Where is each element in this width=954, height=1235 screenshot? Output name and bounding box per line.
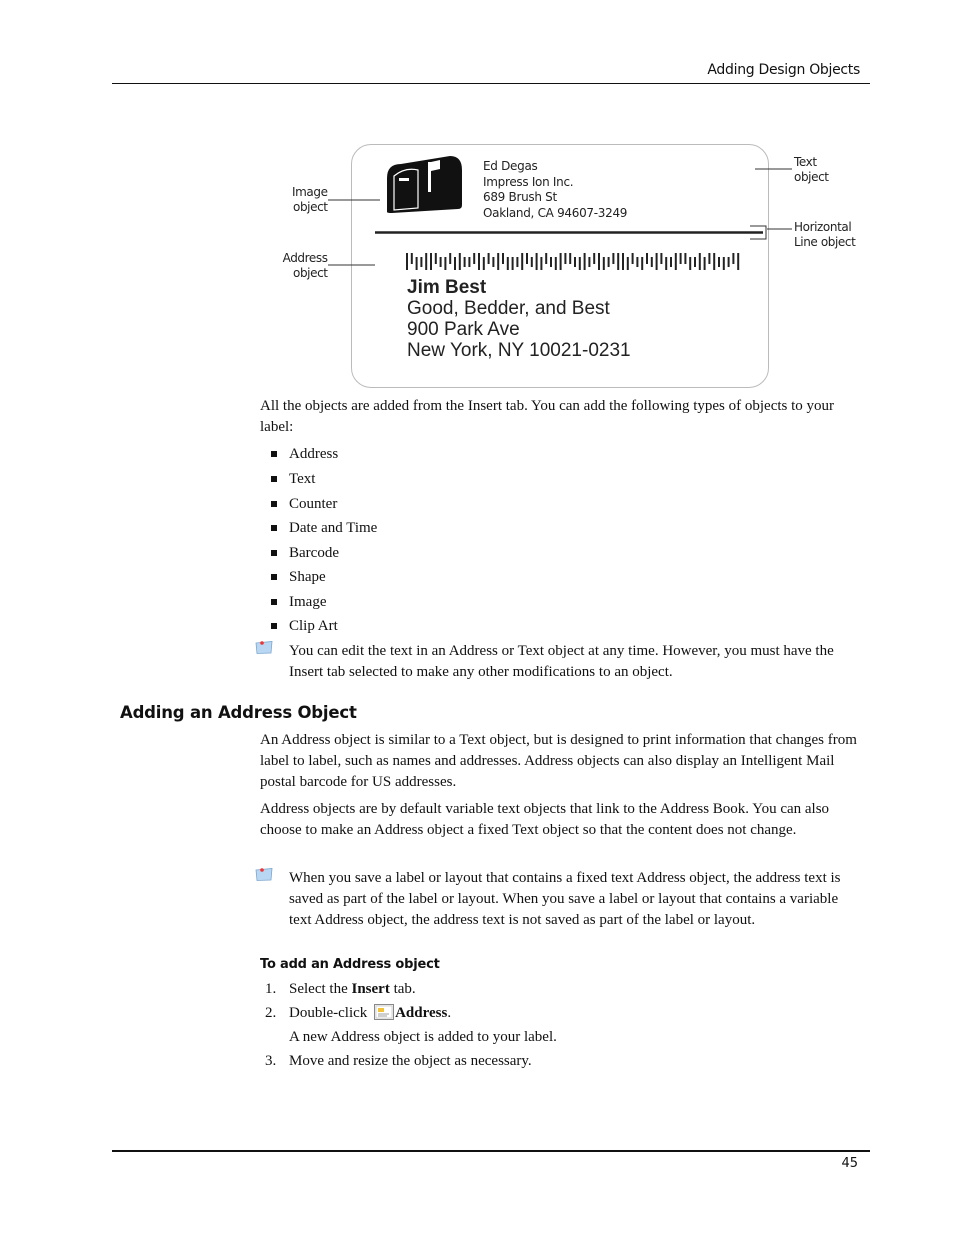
sender-line: Ed Degas — [483, 159, 538, 173]
barcode-bar — [728, 257, 730, 267]
list-item: Date and Time — [289, 518, 377, 538]
barcode-bar — [627, 257, 629, 270]
barcode-bar — [704, 257, 706, 270]
barcode-bar — [416, 257, 418, 270]
barcode-bar — [608, 257, 610, 267]
barcode-bar — [512, 257, 514, 270]
ui-term: Insert — [351, 981, 390, 997]
barcode-bar — [651, 257, 653, 267]
barcode-bar — [425, 253, 427, 270]
callout-line: Image — [292, 185, 328, 199]
barcode-bar — [656, 253, 658, 270]
barcode-bar — [579, 257, 581, 270]
barcode-bar — [406, 253, 408, 270]
barcode-bar — [430, 253, 432, 270]
footer-rule — [112, 1150, 870, 1152]
barcode-bar — [574, 257, 576, 267]
barcode-bar — [689, 257, 691, 270]
callout-line: object — [293, 200, 328, 214]
step-number: 2. — [265, 1005, 277, 1021]
barcode-bar — [435, 253, 437, 264]
postal-barcode — [406, 253, 739, 270]
list-item: Counter — [289, 494, 337, 514]
barcode-bar — [670, 257, 672, 267]
barcode-bar — [622, 253, 624, 270]
barcode-bar — [449, 253, 451, 264]
barcode-bar — [675, 253, 677, 270]
list-item: Text — [289, 469, 315, 489]
barcode-bar — [459, 253, 461, 270]
step-number: 1. — [265, 981, 277, 997]
procedure-heading: To add an Address object — [260, 957, 440, 972]
note-text: When you save a label or layout that contains a fixed text Address object, the address text is saved as part of the label or layout. When you save a label or layout that contains a variable text Address object, the address text is not saved as part of the label or layout. — [289, 870, 841, 928]
barcode-bar — [660, 253, 662, 264]
barcode-bar — [507, 257, 509, 270]
barcode-bar — [531, 257, 533, 267]
barcode-bar — [560, 253, 562, 270]
callout-line: Line object — [794, 235, 856, 249]
barcode-bar — [564, 253, 566, 264]
section-heading: Adding an Address Object — [120, 703, 357, 722]
barcode-bar — [420, 257, 422, 267]
sender-line: Oakland, CA 94607-3249 — [483, 205, 628, 220]
barcode-bar — [641, 257, 643, 270]
barcode-bar — [516, 257, 518, 267]
recipient-line: Good, Bedder, and Best — [407, 298, 610, 319]
barcode-bar — [732, 253, 734, 264]
barcode-bar — [694, 257, 696, 267]
barcode-bar — [464, 257, 466, 267]
barcode-bar — [569, 253, 571, 264]
barcode-bar — [540, 257, 542, 270]
barcode-bar — [536, 253, 538, 270]
recipient-address — [407, 277, 631, 361]
note-icon — [255, 641, 273, 654]
recipient-name: Jim Best — [407, 277, 487, 298]
procedure-step: 1. Select the Insert tab. — [265, 981, 416, 997]
barcode-bar — [584, 253, 586, 270]
barcode-bar — [680, 253, 682, 264]
sender-line: Impress Ion Inc. — [483, 174, 574, 189]
barcode-bar — [521, 253, 523, 270]
recipient-line: 900 Park Ave — [407, 319, 520, 340]
barcode-bar — [473, 253, 475, 264]
barcode-bar — [454, 257, 456, 270]
barcode-bar — [478, 253, 480, 270]
barcode-bar — [440, 257, 442, 267]
note-text: You can edit the text in an Address or Text object at any time. However, you must have the Insert tab selected to make any other modifications to an object. — [289, 643, 834, 680]
list-item: Clip Art — [289, 616, 338, 636]
barcode-bar — [555, 257, 557, 270]
sender-address — [483, 159, 627, 221]
callout-line: object — [794, 170, 829, 184]
procedure-step: 2. Double-click Address. — [265, 1005, 452, 1021]
sender-line: 689 Brush St — [483, 190, 557, 204]
barcode-bar — [737, 253, 739, 270]
address-object-icon — [374, 1004, 394, 1020]
barcode-bar — [526, 253, 528, 264]
barcode-bar — [636, 257, 638, 267]
barcode-bar — [411, 253, 413, 264]
barcode-bar — [708, 253, 710, 264]
callout-line: Text — [794, 155, 817, 169]
barcode-bar — [497, 253, 499, 270]
recipient-line: New York, NY 10021-0231 — [407, 340, 631, 361]
barcode-bar — [588, 257, 590, 267]
step-result: A new Address object is added to your label. — [289, 1029, 557, 1045]
barcode-bar — [665, 257, 667, 270]
callout-line: Horizontal — [794, 220, 852, 234]
barcode-bar — [603, 257, 605, 270]
barcode-bar — [612, 253, 614, 264]
paragraph: Address objects are by default variable text objects that link to the Address Book. You can also choose to make an Address object a fixed Text object so that the content does not change. — [260, 801, 830, 838]
barcode-bar — [646, 253, 648, 264]
barcode-bar — [444, 257, 446, 270]
callout-line: Address — [282, 251, 328, 265]
barcode-bar — [488, 253, 490, 264]
list-item: Shape — [289, 567, 326, 587]
barcode-bar — [684, 253, 686, 264]
page-number: 45 — [841, 1156, 858, 1171]
barcode-bar — [699, 253, 701, 270]
ui-term: Address — [395, 1005, 448, 1021]
list-item: Image — [289, 592, 326, 612]
barcode-bar — [593, 253, 595, 264]
procedure-step: 3. Move and resize the object as necessary. — [265, 1053, 532, 1069]
barcode-bar — [617, 253, 619, 270]
callout-line: object — [293, 266, 328, 280]
list-item: Barcode — [289, 543, 339, 563]
barcode-bar — [468, 257, 470, 267]
list-item: Address — [289, 444, 338, 464]
barcode-bar — [550, 257, 552, 267]
mailbox-icon — [387, 156, 462, 213]
barcode-bar — [723, 257, 725, 270]
barcode-bar — [545, 253, 547, 264]
barcode-bar — [483, 257, 485, 270]
intro-paragraph: All the objects are added from the Insert tab. You can add the following types of objects to your label: — [260, 398, 835, 435]
step-number: 3. — [265, 1053, 277, 1069]
paragraph: An Address object is similar to a Text object, but is designed to print information that changes from label to label, such as names and addresses. Address objects can also display an Intelligent Mail postal barcode for US addresses. — [260, 732, 857, 790]
running-header: Adding Design Objects — [707, 62, 860, 78]
barcode-bar — [598, 253, 600, 270]
barcode-bar — [632, 253, 634, 264]
barcode-bar — [492, 257, 494, 267]
barcode-bar — [713, 253, 715, 270]
barcode-bar — [718, 257, 720, 267]
barcode-bar — [502, 253, 504, 264]
note-icon — [255, 868, 273, 881]
